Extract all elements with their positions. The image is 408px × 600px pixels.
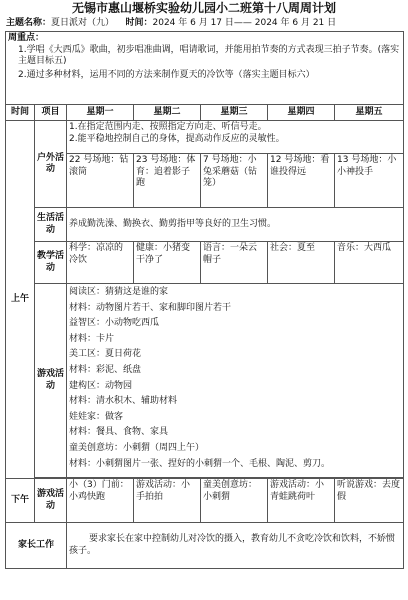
game-line: 材料：动物图片若干、家和脚印图片若干 — [69, 302, 232, 313]
parents-text: 要求家长在家中控制幼儿对冷饮的摄入，教育幼儿不贪吃冷饮和饮料，不娇惯孩子。 — [67, 523, 404, 569]
outdoor-venue-tuesday: 23 号场地：体育：追着影子跑 — [134, 154, 201, 208]
game-line: 材料：清水积木、辅助材料 — [69, 396, 178, 407]
outdoor-venue-wednesday: 7 号场地：小兔采蘑菇（钻笼） — [201, 154, 268, 208]
afternoon-label: 下午 — [6, 479, 35, 523]
column-header-tuesday: 星期二 — [134, 105, 201, 121]
game-line: 益智区：小动物吃西瓜 — [69, 318, 160, 329]
time-label: 时间： — [125, 18, 153, 28]
game-line: 美工区：夏日荷花 — [69, 349, 142, 360]
game-line: 童美创意坊：小刺猬（周四上午） — [69, 442, 205, 453]
column-header-wednesday: 星期三 — [201, 105, 268, 121]
game-line: 材料：小刺猬图片一张、捏好的小刺猬一个、毛根、陶泥、剪刀。 — [69, 458, 331, 469]
focus-item: 2.通过多种材料，运用不同的方法来制作夏天的冷饮等（落实主题目标六） — [18, 69, 315, 80]
teaching-wednesday: 语言：一朵云帽子 — [201, 242, 268, 284]
afternoon-monday: 小（3）门前：小鸡快跑 — [67, 479, 134, 523]
afternoon-game-label: 游戏活动 — [35, 479, 67, 523]
game-line: 材料：餐具、食物、家具 — [69, 427, 169, 438]
afternoon-row — [6, 479, 404, 523]
life-text: 养成勤洗澡、勤换衣、勤剪指甲等良好的卫生习惯。 — [67, 208, 404, 242]
teaching-monday: 科学：凉凉的冷饮 — [67, 242, 134, 284]
teaching-row — [6, 242, 404, 284]
document-title: 无锡市惠山堰桥实验幼儿园小二班第十八周周计划 — [71, 1, 336, 15]
afternoon-thursday: 游戏活动：小青蛙跳荷叶 — [268, 479, 335, 523]
teaching-friday: 音乐：大西瓜 — [335, 242, 404, 284]
game-content — [67, 284, 404, 478]
afternoon-tuesday: 游戏活动：小手拍拍 — [134, 479, 201, 523]
parents-row — [6, 523, 404, 569]
outdoor-goals-row — [6, 121, 404, 154]
game-label: 游戏活动 — [35, 284, 67, 478]
parents-label: 家长工作 — [6, 523, 67, 569]
game-row — [6, 284, 404, 478]
teaching-tuesday: 健康：小猪变干净了 — [134, 242, 201, 284]
game-line: 建构区：动物园 — [69, 380, 133, 391]
teaching-label: 教学活动 — [35, 242, 67, 284]
outdoor-label: 户外活动 — [35, 121, 67, 208]
header-line — [6, 17, 406, 29]
theme-label: 主题名称： — [6, 18, 52, 28]
teaching-thursday: 社会：夏至 — [268, 242, 335, 284]
life-label: 生活活动 — [35, 208, 67, 242]
time-value: 2024 年 6 月 17 日—— 2024 年 6 月 21 日 — [152, 18, 337, 28]
afternoon-wednesday: 童美创意坊：小刺猬 — [201, 479, 268, 523]
column-header-thursday: 星期四 — [268, 105, 335, 121]
outdoor-goal: 1.在指定范围内走、按照指定方向走、听信号走。 — [69, 122, 267, 132]
header-row — [6, 105, 404, 121]
life-row — [6, 208, 404, 242]
outdoor-goals — [67, 121, 404, 154]
game-line: 阅读区：猜猜这是谁的家 — [69, 287, 169, 297]
focus-cell — [6, 32, 404, 105]
focus-item: 1.学唱《大西瓜》歌曲，初步唱准曲调，唱请歌词，并能用拍节奏的方式表现三拍子节奏。(落实主题目标五) — [18, 44, 400, 66]
focus-row — [6, 32, 404, 105]
focus-label: 周重点： — [8, 33, 45, 43]
game-line: 材料：卡片 — [69, 333, 115, 344]
outdoor-venue-friday: 13 号场地：小小神投手 — [335, 154, 404, 208]
column-header-item: 项目 — [35, 105, 67, 121]
plan-table — [5, 31, 404, 569]
afternoon-friday: 听说游戏：去度假 — [335, 479, 404, 523]
column-header-monday: 星期一 — [67, 105, 134, 121]
outdoor-venue-thursday: 12 号场地：看谁投得远 — [268, 154, 335, 208]
column-header-friday: 星期五 — [335, 105, 404, 121]
theme-value: 夏日派对（九） — [51, 18, 115, 28]
game-line: 材料：彩泥、纸盘 — [69, 364, 142, 375]
game-lines — [69, 285, 401, 472]
outdoor-venue-monday: 22 号场地：钻滚筒 — [67, 154, 134, 208]
game-line: 娃娃家：做客 — [69, 411, 124, 422]
morning-label: 上午 — [6, 121, 35, 479]
column-header-time: 时间 — [6, 105, 35, 121]
outdoor-goal: 2.能平稳地控制自己的身体，提高动作反应的灵敏性。 — [69, 133, 285, 144]
